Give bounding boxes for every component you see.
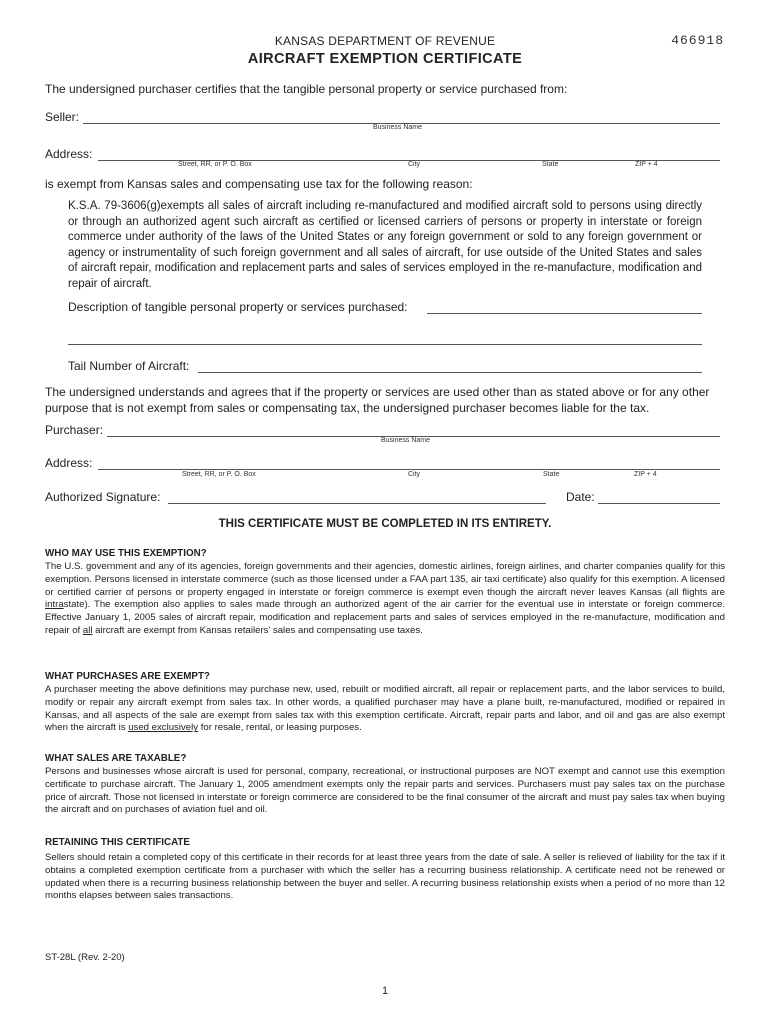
date-field[interactable] [598,491,720,504]
purchaser-city-caption: City [408,471,421,478]
tail-number-label: Tail Number of Aircraft: [68,359,190,373]
description-field[interactable] [427,301,702,314]
who-body [45,561,725,638]
what-body [45,684,725,735]
intro-text: The undersigned purchaser certifies that the tangible personal property or service purchased from: [45,82,568,96]
seller-label: Seller: [45,110,80,124]
what-text-1: A purchaser meeting the above definitions may purchase new, used, rebuilt or modified aircraft, all repair or replacement parts, and the labor services to build, modify or repair any aircraft exempt from sales tax. In other words, a qualified purchaser may have a plane built, re-manufactured, modified or repaired in Kansas, and all aspects of the sale are exempt from sales tax with this exemption certificate. Aircraft, repair parts and labor, and oil and gas are also exempt when the aircraft is [45,684,725,734]
seller-zip-caption: ZIP + 4 [635,161,658,168]
who-underline-1: intra [45,599,64,611]
description-label: Description of tangible personal property or services purchased: [68,300,408,314]
seller-name-field[interactable] [83,111,720,124]
who-text-2: state). The exemption also applies to sales made through an authorized agent of the air carrier for the eventual use in interstate or foreign commerce. Effective January 1, 2005 sales of aircraft repair, modification and replacement parts and sales of services employed in the re-manufacture, modification and repair of [45,599,725,636]
completion-note: THIS CERTIFICATE MUST BE COMPLETED IN ITS ENTIRETY. [218,518,552,530]
purchaser-state-caption: State [543,471,560,478]
who-underline-2: all [82,624,93,636]
department-name: KANSAS DEPARTMENT OF REVENUE [274,34,496,48]
seller-address-field[interactable] [98,148,720,161]
taxable-heading: WHAT SALES ARE TAXABLE? [45,753,187,764]
taxable-body: Persons and businesses whose aircraft is used for personal, company, recreational, or instructional purposes are NOT exempt and cannot use this exemption certificate to purchase aircraft. The January 1, 2005 amendment exempts only the repair parts and services. Purchasers must pay sales tax on the purchase price of aircraft. Those not licensed in interstate or foreign commerce are considered to be the final consumer of the aircraft and must pay sales tax when buying the aircraft and on purchases of aviation fuel and oil. [45,766,725,816]
signature-label: Authorized Signature: [45,490,161,504]
purchaser-address-field[interactable] [98,457,720,470]
date-label: Date: [566,490,595,504]
purchaser-caption: Business Name [381,437,431,444]
what-underline-1: used exclusively [128,722,199,734]
form-id: ST-28L (Rev. 2-20) [45,952,125,963]
retain-heading: RETAINING THIS CERTIFICATE [45,837,190,848]
seller-street-caption: Street, RR, or P. O. Box [178,161,252,168]
seller-state-caption: State [542,161,559,168]
page-title: AIRCRAFT EXEMPTION CERTIFICATE [247,51,523,67]
purchaser-street-caption: Street, RR, or P. O. Box [182,471,256,478]
tail-number-field[interactable] [198,360,702,373]
form-number: 466918 [671,33,724,48]
who-text-3: aircraft are exempt from Kansas retailers' sales and compensating use taxes. [92,624,423,636]
purchaser-label: Purchaser: [45,423,104,437]
purchaser-name-field[interactable] [107,424,720,437]
agreement-text: The undersigned understands and agrees that if the property or services are used other than as stated above or for any other purpose that is not exempt from sales or compensating tax, the undersigned purchaser becomes liable for the tax. [45,385,710,415]
seller-address-label: Address: [45,147,93,161]
page-number: 1 [381,985,389,997]
what-text-2: for resale, rental, or leasing purposes. [198,722,362,734]
signature-field[interactable] [168,491,546,504]
seller-city-caption: City [408,161,421,168]
what-heading: WHAT PURCHASES ARE EXEMPT? [45,671,210,682]
who-heading: WHO MAY USE THIS EXEMPTION? [45,548,207,559]
description-field-line2[interactable] [68,332,702,345]
retain-body: Sellers should retain a completed copy of this certificate in their records for at least three years from the date of sale. A seller is relieved of liability for the tax if it obtains a completed exemption certificate from a purchaser with which the seller has a recurring business relationship. A certificate need not be renewed or updated when there is a recurring business relationship between the buyer and seller. A recurring business relationship exists when a period of no more than 12 months elapses between sales transactions. [45,852,725,902]
who-text-1: The U.S. government and any of its agencies, foreign governments and their agencies, domestic airlines, foreign airlines, and charter companies qualify for this exemption. Persons licensed in interstate commerce (such as those licensed under a FAA part 135, air taxi certificate) also qualify for this exemption. A licensed or certified carrier of persons or property engaged in interstate or foreign commerce is exempt even though the aircraft never leaves Kansas (all flights are [45,561,725,598]
exempt-reason-text: is exempt from Kansas sales and compensating use tax for the following reason: [45,177,473,191]
statute-paragraph: K.S.A. 79-3606(g)exempts all sales of aircraft including re-manufactured and modified aircraft sold to persons using directly or through an authorized agent such aircraft as certified or licensed carriers of persons or property in interstate or foreign commerce under authority of the laws of the United States or any foreign government or sold to any foreign government or agency or instrumentality of such foreign government and all sales of aircraft, for use outside of the United States and sales of aircraft repair, modification and replacement parts and sales of services employed in the re-manufacture, modification and repair of aircraft. [68,200,702,290]
seller-caption: Business Name [373,124,423,131]
purchaser-address-label: Address: [45,456,93,470]
purchaser-zip-caption: ZIP + 4 [634,471,657,478]
